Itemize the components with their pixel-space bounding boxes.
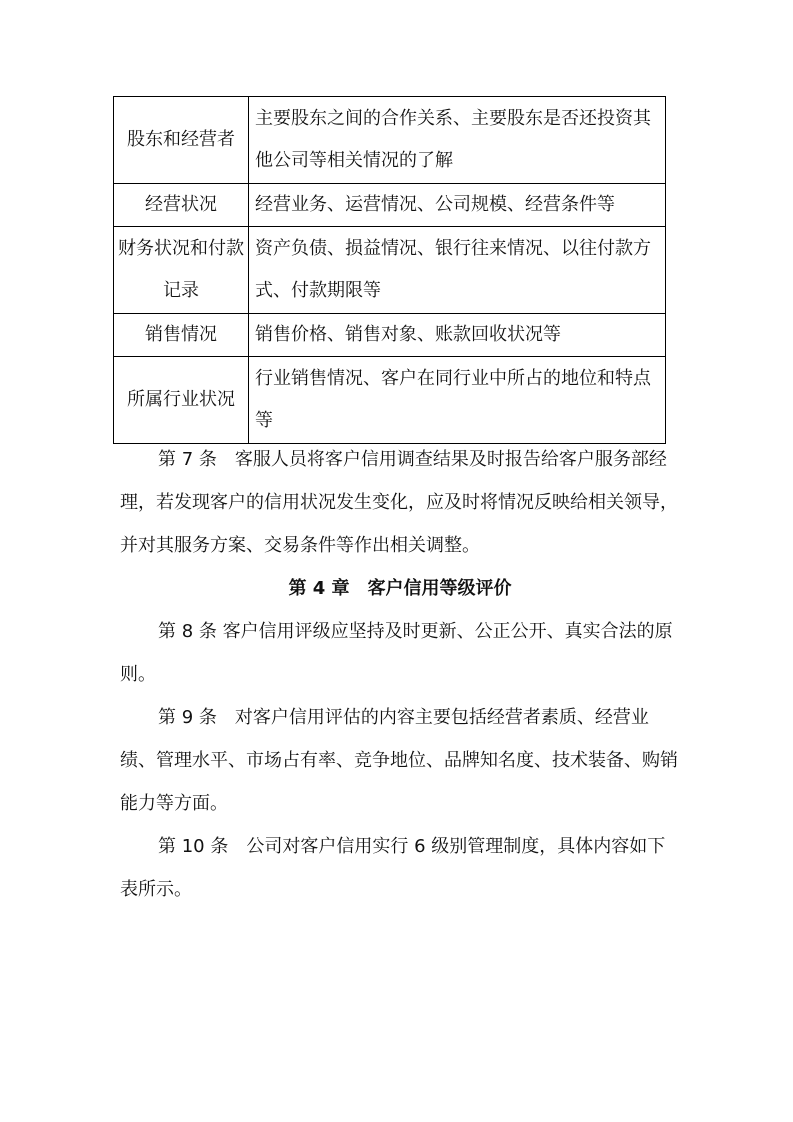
table-cell-content: 行业销售情况、客户在同行业中所占的地位和特点等 bbox=[249, 357, 666, 444]
table-cell-content: 主要股东之间的合作关系、主要股东是否还投资其他公司等相关情况的了解 bbox=[249, 97, 666, 184]
table-cell-label: 销售情况 bbox=[114, 314, 249, 357]
credit-investigation-table bbox=[113, 96, 666, 444]
table-row bbox=[114, 314, 666, 357]
article-8: 第 8 条 客户信用评级应坚持及时更新、公正公开、真实合法的原则。 bbox=[120, 621, 673, 685]
article-9: 第 9 条 对客户信用评估的内容主要包括经营者素质、经营业绩、管理水平、市场占有率、竞争地位、品牌知名度、技术装备、购销能力等方面。 bbox=[120, 707, 678, 814]
table-row bbox=[114, 184, 666, 227]
table-cell-label: 所属行业状况 bbox=[114, 357, 249, 444]
table-cell-content: 销售价格、销售对象、账款回收状况等 bbox=[249, 314, 666, 357]
table-cell-label: 财务状况和付款记录 bbox=[114, 227, 249, 314]
table-row bbox=[114, 97, 666, 184]
table-cell-content: 资产负债、损益情况、银行往来情况、以往付款方式、付款期限等 bbox=[249, 227, 666, 314]
table-cell-label: 股东和经营者 bbox=[114, 97, 249, 184]
table-row bbox=[114, 357, 666, 444]
table-row bbox=[114, 227, 666, 314]
chapter-4-heading: 第 4 章 客户信用等级评价 bbox=[288, 578, 512, 599]
article-7: 第 7 条 客服人员将客户信用调查结果及时报告给客户服务部经理，若发现客户的信用状况发生变化，应及时将情况反映给相关领导，并对其服务方案、交易条件等作出相关调整。 bbox=[120, 449, 678, 556]
table-cell-label: 经营状况 bbox=[114, 184, 249, 227]
article-10: 第 10 条 公司对客户信用实行 6 级别管理制度，具体内容如下表所示。 bbox=[120, 836, 666, 900]
table-cell-content: 经营业务、运营情况、公司规模、经营条件等 bbox=[249, 184, 666, 227]
